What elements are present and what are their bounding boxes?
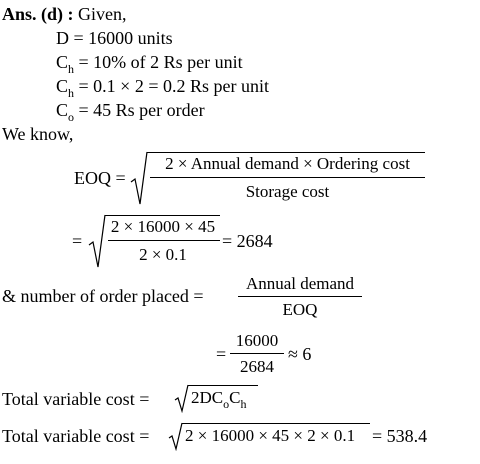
radical-bar bbox=[182, 423, 370, 424]
subscript-o: o bbox=[68, 110, 75, 124]
orders-calc-numerator: 16000 bbox=[235, 331, 279, 350]
tvc-result: = 538.4 bbox=[372, 426, 428, 446]
orders-calc-denominator: 2684 bbox=[240, 357, 274, 376]
radical-bar bbox=[147, 152, 425, 153]
radical-bar bbox=[188, 385, 258, 386]
subscript-h: h bbox=[240, 397, 247, 411]
holding-cost-calc-text: = 0.1 × 2 = 0.2 Rs per unit bbox=[78, 76, 269, 96]
ordering-cost-text: = 45 Rs per order bbox=[78, 100, 205, 120]
tvc-label-formula: Total variable cost = bbox=[2, 389, 150, 409]
radical-sign-icon bbox=[168, 421, 184, 451]
given-label: Given, bbox=[78, 4, 127, 24]
eoq-formula-numerator: 2 × Annual demand × Ordering cost bbox=[165, 154, 410, 173]
given-demand: D = 16000 units bbox=[56, 28, 173, 48]
tvc-calc-radicand: 2 × 16000 × 45 × 2 × 0.1 bbox=[185, 426, 356, 445]
tvc-formula-main: 2DC bbox=[191, 388, 224, 407]
radical-sign-icon bbox=[130, 150, 150, 208]
eoq-sub-numerator: 2 × 16000 × 45 bbox=[110, 217, 216, 236]
orders-numerator: Annual demand bbox=[245, 274, 355, 293]
subscript-o: o bbox=[223, 397, 230, 411]
answer-header bbox=[2, 4, 127, 24]
var-c: C bbox=[56, 100, 69, 120]
fraction-bar bbox=[108, 240, 220, 241]
orders-result: ≈ 6 bbox=[288, 344, 312, 364]
var-c: C bbox=[56, 52, 69, 72]
answer-label: Ans. (d) : bbox=[2, 4, 74, 24]
tvc-formula-radicand bbox=[191, 388, 247, 411]
given-ordering-cost bbox=[56, 100, 205, 122]
eoq-sub-equals: = bbox=[72, 231, 83, 251]
given-holding-cost-calc bbox=[56, 76, 269, 98]
subscript-h: h bbox=[68, 86, 75, 100]
orders-lhs: & number of order placed = bbox=[2, 286, 204, 306]
var-c: C bbox=[56, 76, 69, 96]
orders-calc-equals: = bbox=[216, 344, 227, 364]
eoq-result: = 2684 bbox=[222, 231, 273, 251]
eoq-formula bbox=[130, 150, 430, 208]
subscript-h: h bbox=[68, 62, 75, 76]
radical-sign-icon bbox=[88, 213, 108, 271]
eoq-lhs: EOQ = bbox=[74, 168, 126, 188]
given-holding-cost-definition bbox=[56, 52, 243, 74]
var-c: C bbox=[229, 388, 241, 407]
fraction-bar bbox=[230, 353, 284, 354]
orders-formula bbox=[238, 274, 362, 320]
fraction-bar bbox=[150, 177, 425, 178]
radical-bar bbox=[105, 215, 220, 216]
orders-denominator: EOQ bbox=[282, 300, 318, 319]
holding-cost-definition-text: = 10% of 2 Rs per unit bbox=[78, 52, 243, 72]
we-know-label: We know, bbox=[2, 124, 74, 144]
eoq-substitution bbox=[88, 213, 222, 271]
eoq-formula-denominator: Storage cost bbox=[245, 182, 330, 201]
eoq-sub-denominator: 2 × 0.1 bbox=[139, 245, 187, 264]
orders-calc bbox=[230, 331, 284, 377]
radical-sign-icon bbox=[174, 383, 190, 413]
fraction-bar bbox=[238, 296, 362, 297]
tvc-formula bbox=[174, 383, 260, 413]
tvc-label-calc: Total variable cost = bbox=[2, 426, 150, 446]
tvc-calc bbox=[168, 421, 370, 451]
